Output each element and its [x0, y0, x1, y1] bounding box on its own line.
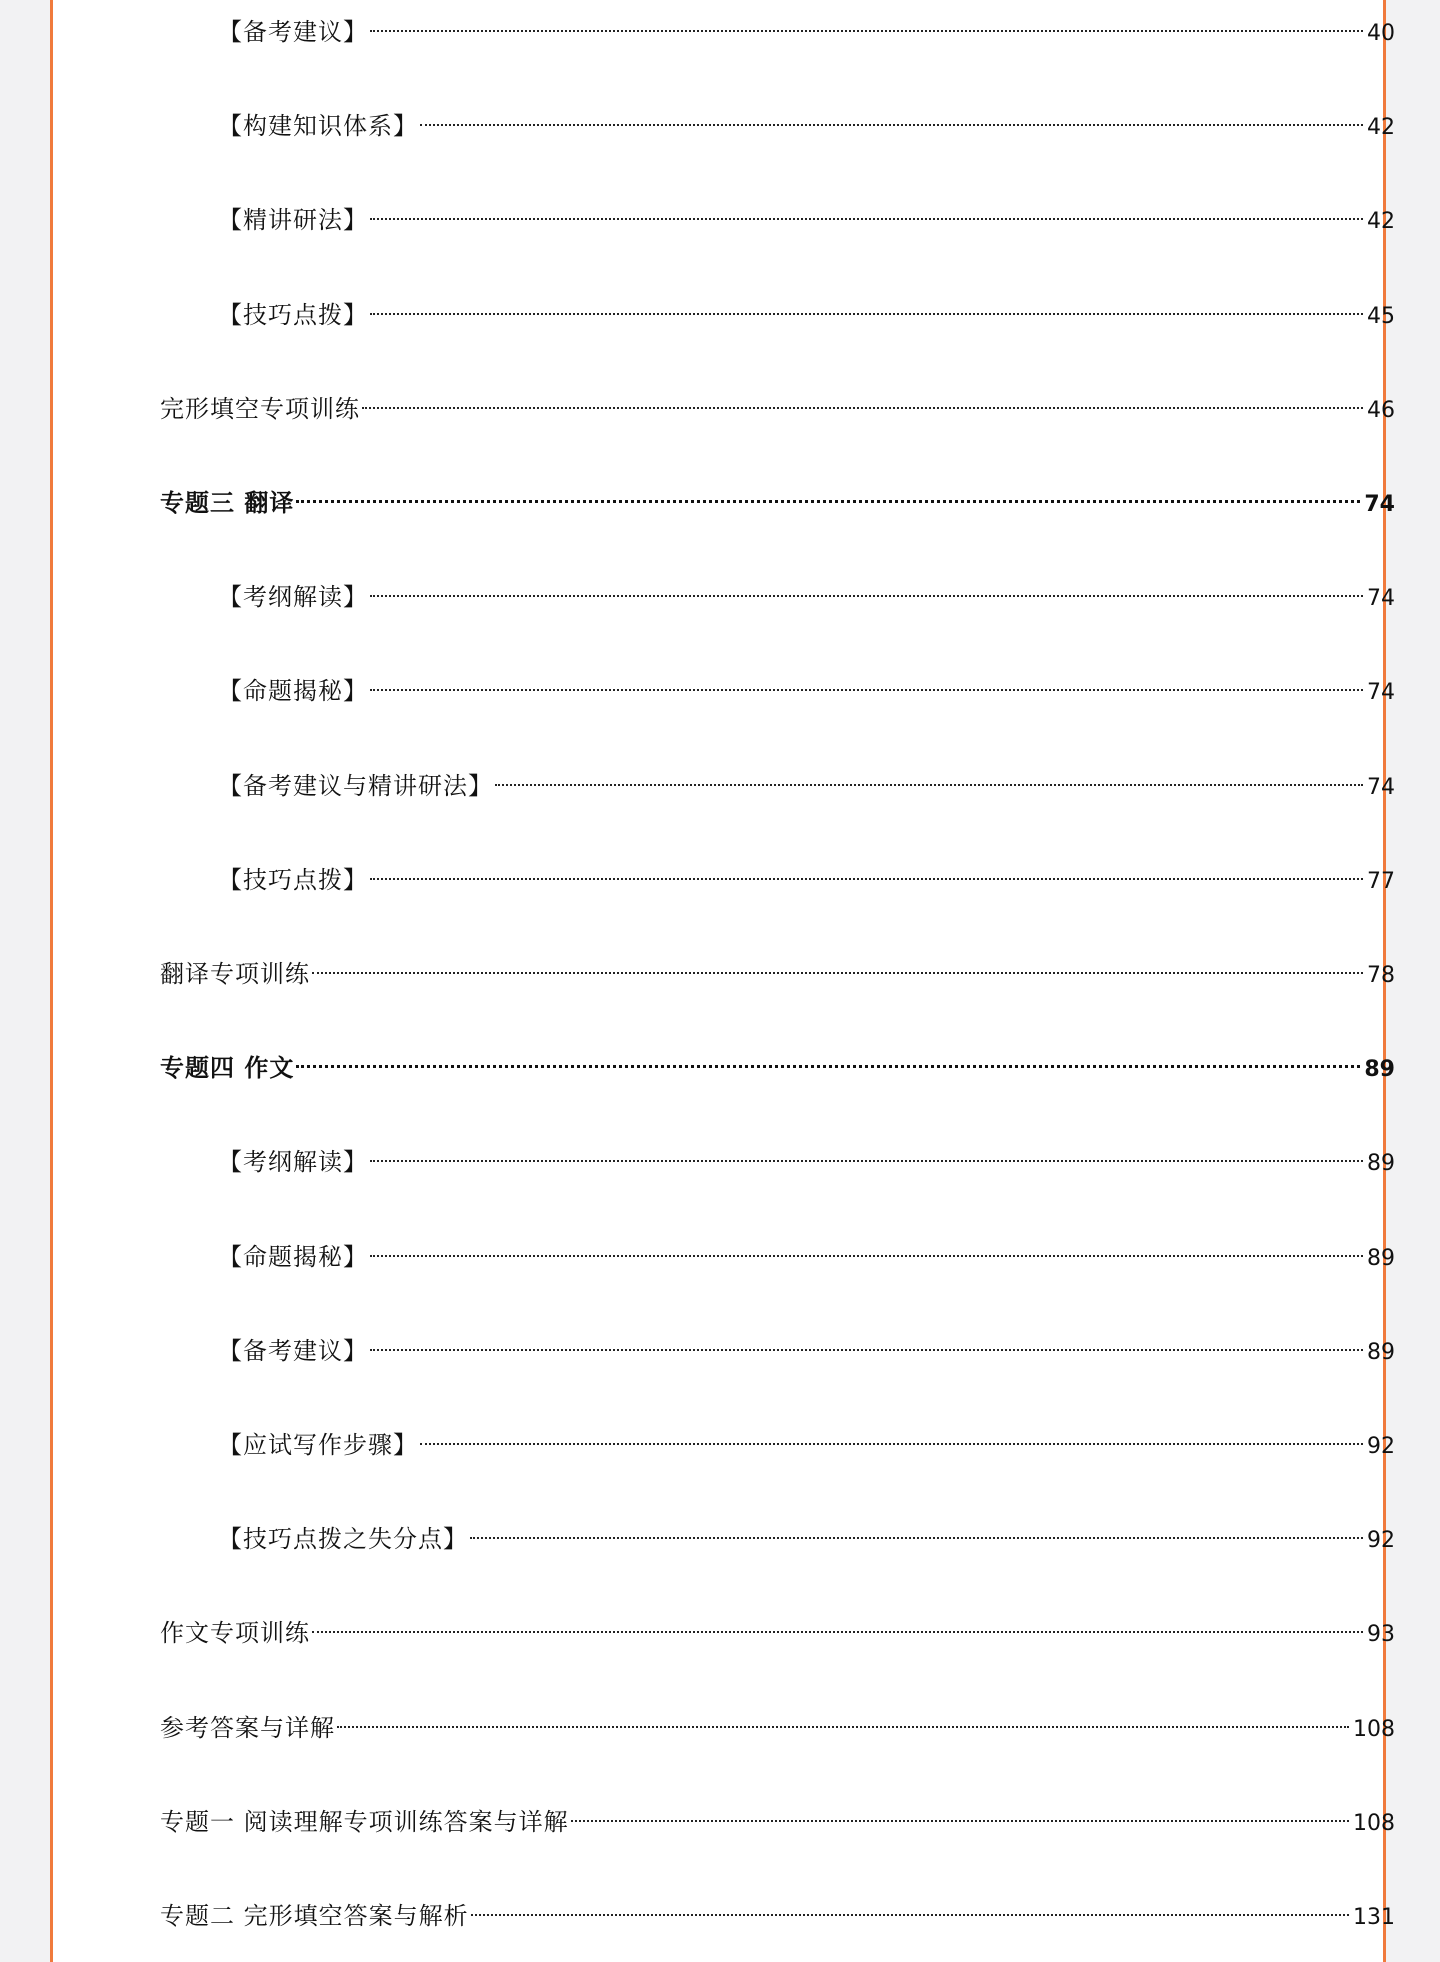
toc-entry-title: 【技巧点拨之失分点】 [218, 1525, 468, 1553]
toc-dot-leader [312, 972, 1363, 974]
toc-entry-title: 专题三 翻译 [160, 488, 295, 517]
toc-entry[interactable] [218, 577, 1395, 617]
toc-dot-leader [370, 30, 1363, 32]
toc-dot-leader [370, 218, 1363, 220]
toc-entry-title: 【命题揭秘】 [218, 677, 368, 705]
toc-entry[interactable] [218, 1331, 1395, 1371]
toc-entry-page-number: 40 [1367, 21, 1395, 46]
toc-entry-title: 专题一 阅读理解专项训练答案与详解 [160, 1808, 569, 1836]
toc-entry-page-number: 42 [1367, 115, 1395, 140]
toc-entry[interactable] [160, 1048, 1395, 1088]
toc-entry[interactable] [160, 954, 1395, 994]
toc-entry-page-number: 74 [1364, 492, 1395, 517]
toc-entry[interactable] [218, 106, 1395, 146]
document-page [50, 0, 1395, 1962]
toc-entry[interactable] [218, 860, 1395, 900]
toc-dot-leader [420, 124, 1363, 126]
toc-entry-title: 【命题揭秘】 [218, 1243, 368, 1271]
toc-entry[interactable] [218, 671, 1395, 711]
toc-entry-title: 【应试写作步骤】 [218, 1431, 418, 1459]
toc-dot-leader [571, 1820, 1349, 1822]
toc-entry-page-number: 89 [1364, 1057, 1395, 1082]
toc-entry-title: 【考纲解读】 [218, 1148, 368, 1176]
toc-entry-page-number: 89 [1367, 1246, 1395, 1271]
toc-entry-title: 【考纲解读】 [218, 583, 368, 611]
toc-entry-page-number: 45 [1367, 304, 1395, 329]
toc-entry-page-number: 92 [1367, 1434, 1395, 1459]
toc-entry[interactable] [160, 1613, 1395, 1653]
toc-entry-page-number: 89 [1367, 1151, 1395, 1176]
toc-entry-title: 【备考建议】 [218, 1337, 368, 1365]
toc-entry-page-number: 74 [1367, 680, 1395, 705]
toc-entry[interactable] [160, 483, 1395, 523]
toc-entry-page-number: 92 [1367, 1528, 1395, 1553]
toc-entry-title: 【备考建议与精讲研法】 [218, 772, 493, 800]
toc-entry-title: 专题四 作文 [160, 1053, 295, 1082]
toc-entry[interactable] [218, 1142, 1395, 1182]
toc-entry[interactable] [218, 295, 1395, 335]
toc-dot-leader [296, 1065, 1360, 1068]
toc-entry-page-number: 89 [1367, 1340, 1395, 1365]
toc-dot-leader [370, 313, 1363, 315]
toc-entry-page-number: 78 [1367, 963, 1395, 988]
toc-entry-title: 专题二 完形填空答案与解析 [160, 1902, 469, 1930]
toc-entry[interactable] [218, 766, 1395, 806]
toc-entry-page-number: 131 [1353, 1905, 1395, 1930]
toc-entry[interactable] [160, 389, 1395, 429]
toc-entry-title: 【技巧点拨】 [218, 301, 368, 329]
toc-entry-page-number: 74 [1367, 586, 1395, 611]
toc-dot-leader [471, 1914, 1349, 1916]
toc-entry-title: 【精讲研法】 [218, 206, 368, 234]
toc-entry[interactable] [218, 200, 1395, 240]
toc-dot-leader [370, 1349, 1363, 1351]
table-of-contents [53, 0, 1395, 1962]
toc-entry[interactable] [218, 1519, 1395, 1559]
toc-entry[interactable] [218, 12, 1395, 52]
toc-dot-leader [312, 1631, 1363, 1633]
toc-dot-leader [370, 689, 1363, 691]
toc-entry-page-number: 77 [1367, 869, 1395, 894]
toc-entry-title: 翻译专项训练 [160, 960, 310, 988]
toc-entry-title: 【构建知识体系】 [218, 112, 418, 140]
toc-entry-title: 作文专项训练 [160, 1619, 310, 1647]
toc-entry-page-number: 46 [1367, 398, 1395, 423]
toc-entry-page-number: 74 [1367, 775, 1395, 800]
toc-dot-leader [420, 1443, 1363, 1445]
toc-entry-title: 参考答案与详解 [160, 1714, 335, 1742]
toc-entry[interactable] [218, 1237, 1395, 1277]
toc-entry-page-number: 108 [1353, 1811, 1395, 1836]
toc-dot-leader [337, 1726, 1349, 1728]
toc-entry[interactable] [160, 1708, 1395, 1748]
toc-entry-title: 【技巧点拨】 [218, 866, 368, 894]
toc-entry-title: 完形填空专项训练 [160, 395, 360, 423]
toc-entry[interactable] [160, 1802, 1395, 1842]
toc-entry[interactable] [160, 1896, 1395, 1936]
toc-dot-leader [495, 784, 1363, 786]
toc-entry-title: 【备考建议】 [218, 18, 368, 46]
toc-dot-leader [370, 1255, 1363, 1257]
toc-dot-leader [362, 407, 1363, 409]
toc-dot-leader [470, 1537, 1363, 1539]
toc-dot-leader [370, 595, 1363, 597]
toc-entry-page-number: 42 [1367, 209, 1395, 234]
toc-entry-page-number: 108 [1353, 1717, 1395, 1742]
toc-dot-leader [296, 500, 1360, 503]
toc-dot-leader [370, 878, 1363, 880]
toc-dot-leader [370, 1160, 1363, 1162]
toc-entry[interactable] [218, 1425, 1395, 1465]
toc-entry-page-number: 93 [1367, 1622, 1395, 1647]
